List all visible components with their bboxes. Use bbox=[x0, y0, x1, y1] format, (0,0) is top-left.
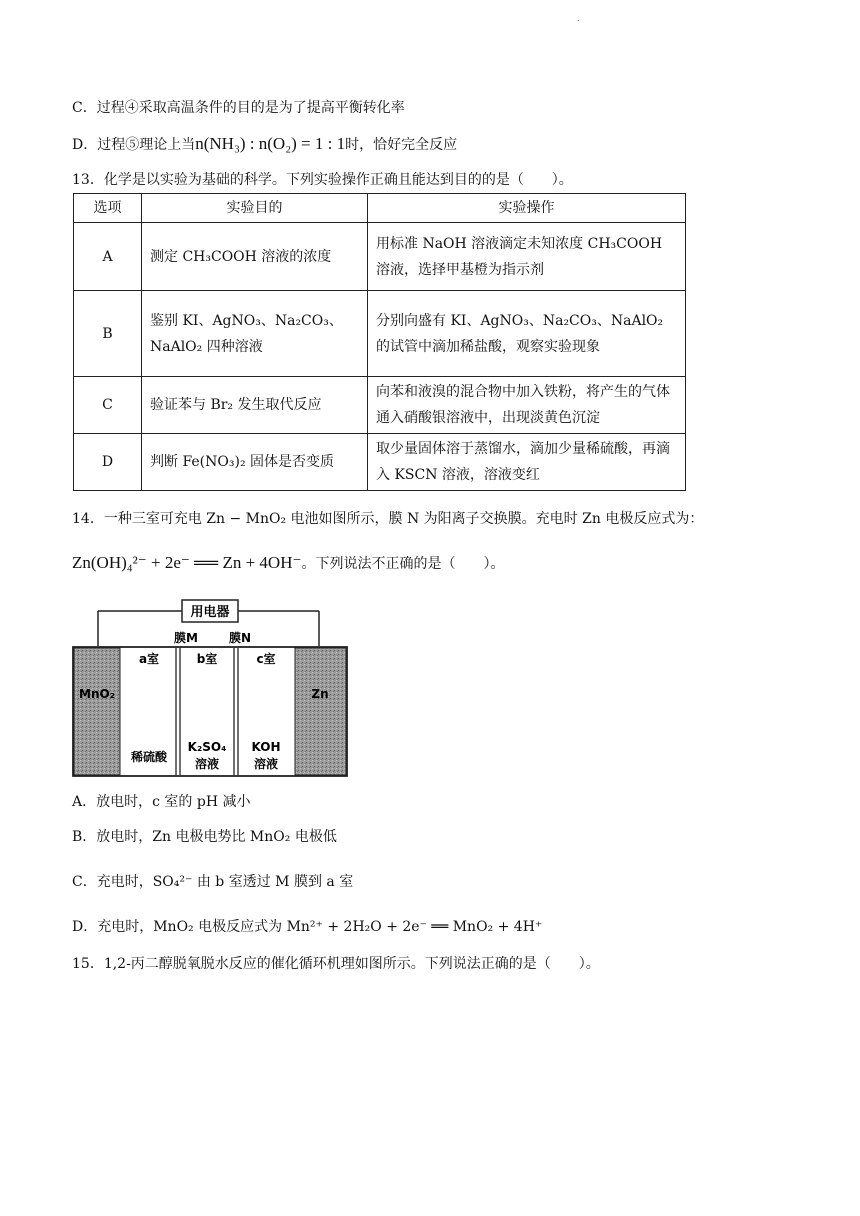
q14-stem-tail: 。下列说法不正确的是（ ）。 bbox=[301, 556, 505, 572]
row-operation: 分别向盛有 KI、AgNO₃、Na₂CO₃、NaAlO₂ 的试管中滴加稀盐酸，观察实验现象 bbox=[368, 291, 686, 377]
room-b-label: b室 bbox=[196, 652, 218, 666]
header-option: 选项 bbox=[74, 194, 142, 223]
header-purpose: 实验目的 bbox=[142, 194, 368, 223]
row-purpose: 验证苯与 Br₂ 发生取代反应 bbox=[142, 377, 368, 434]
q13-stem: 13．化学是以实验为基础的科学。下列实验操作正确且能达到目的的是（ ）。 bbox=[72, 172, 573, 188]
room-a-label: a室 bbox=[138, 652, 160, 666]
q15-stem: 15．1,2-丙二醇脱氧脱水反应的催化循环机理如图所示。下列说法正确的是（ ）。 bbox=[72, 956, 600, 972]
zn-label: Zn bbox=[311, 687, 329, 701]
row-option: B bbox=[74, 291, 142, 377]
membrane-m-label: 膜M bbox=[174, 631, 198, 645]
table-row bbox=[74, 377, 686, 434]
q12-option-d-prefix: D．过程⑤理论上当 bbox=[72, 137, 196, 153]
q12-option-d-suffix: 时，恰好完全反应 bbox=[345, 137, 458, 153]
solution-b-formula: K₂SO₄ bbox=[187, 740, 227, 754]
table-header-row bbox=[74, 194, 686, 223]
q12-option-d bbox=[72, 134, 457, 155]
q14-option-c: C．充电时，SO₄²⁻ 由 b 室透过 M 膜到 a 室 bbox=[72, 874, 354, 890]
membrane-n-label: 膜N bbox=[228, 631, 252, 645]
q14-option-a: A．放电时，c 室的 pH 减小 bbox=[72, 794, 251, 810]
solution-a-label: 稀硫酸 bbox=[130, 750, 168, 764]
table-row bbox=[74, 223, 686, 291]
row-operation: 向苯和液溴的混合物中加入铁粉，将产生的气体通入硝酸银溶液中，出现淡黄色沉淀 bbox=[368, 377, 686, 434]
row-option: A bbox=[74, 223, 142, 291]
row-option: D bbox=[74, 434, 142, 491]
q12-option-d-formula: n(NH₃) : n(O₂) = 1 : 1 bbox=[195, 134, 346, 153]
q14-option-d: D．充电时，MnO₂ 电极反应式为 Mn²⁺ + 2H₂O + 2e⁻ ══ MnO₂ + 4H⁺ bbox=[72, 919, 543, 935]
table-row bbox=[74, 434, 686, 491]
solution-c-formula: KOH bbox=[251, 740, 281, 754]
battery-diagram bbox=[70, 594, 350, 780]
row-purpose: 鉴别 KI、AgNO₃、Na₂CO₃、NaAlO₂ 四种溶液 bbox=[142, 291, 368, 377]
table-row bbox=[74, 291, 686, 377]
charging-equation: Zn(OH)₄²⁻ + 2e⁻ ══ Zn + 4OH⁻ bbox=[72, 553, 302, 572]
experiment-table bbox=[73, 193, 686, 491]
room-c-label: c室 bbox=[256, 652, 276, 666]
row-operation: 取少量固体溶于蒸馏水，滴加少量稀硫酸，再滴入 KSCN 溶液，溶液变红 bbox=[368, 434, 686, 491]
row-operation: 用标准 NaOH 溶液滴定未知浓度 CH₃COOH 溶液，选择甲基橙为指示剂 bbox=[368, 223, 686, 291]
zn-electrode bbox=[295, 648, 346, 775]
header-operation: 实验操作 bbox=[368, 194, 686, 223]
device-label: 用电器 bbox=[190, 605, 230, 620]
q14-stem-line1: 14．一种三室可充电 Zn − MnO₂ 电池如图所示，膜 N 为阳离子交换膜。充电时 Zn 电极反应式为： bbox=[72, 511, 704, 527]
solution-b-label: 溶液 bbox=[194, 757, 220, 771]
row-purpose: 测定 CH₃COOH 溶液的浓度 bbox=[142, 223, 368, 291]
mno2-label: MnO₂ bbox=[79, 687, 115, 701]
q14-option-b: B．放电时，Zn 电极电势比 MnO₂ 电极低 bbox=[72, 829, 337, 845]
row-purpose: 判断 Fe(NO₃)₂ 固体是否变质 bbox=[142, 434, 368, 491]
header-dot: . bbox=[577, 14, 580, 23]
mno2-electrode bbox=[74, 648, 120, 775]
row-option: C bbox=[74, 377, 142, 434]
q12-option-c: C．过程④采取高温条件的目的是为了提高平衡转化率 bbox=[72, 100, 405, 116]
q14-stem-line2 bbox=[72, 553, 504, 574]
solution-c-label: 溶液 bbox=[253, 757, 279, 771]
